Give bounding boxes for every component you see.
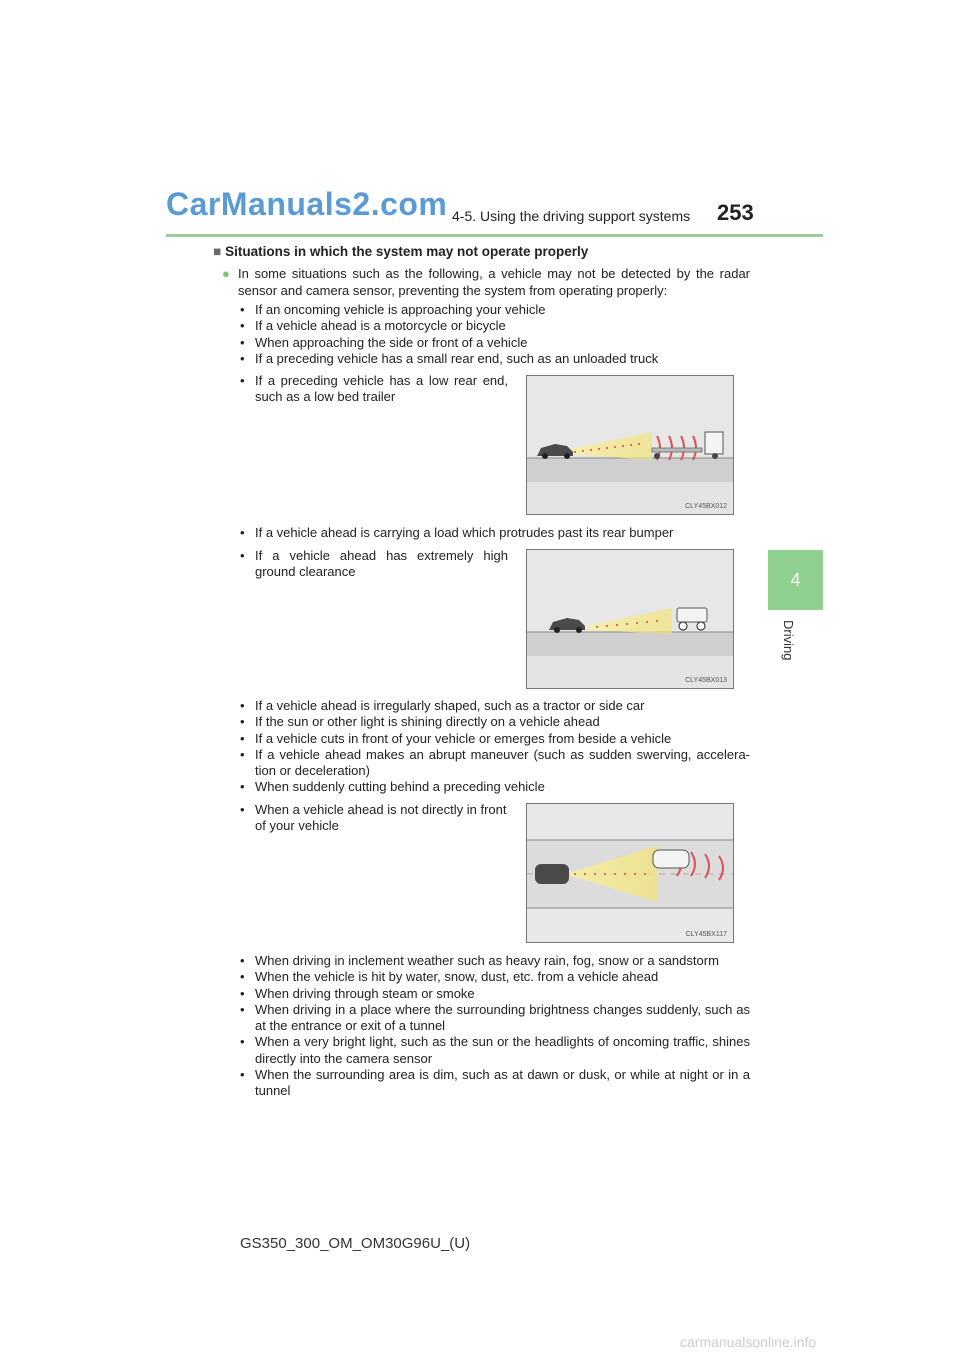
list-item-text: When driving in inclement weather such as heavy rain, fog, snow or a sandstorm: [255, 953, 719, 968]
watermark: carmanualsonline.info: [680, 1334, 817, 1350]
bullet-icon: •: [240, 548, 245, 563]
figure-1-caption: [240, 373, 508, 406]
chapter-label: [776, 620, 816, 680]
section-title: 4-5. Using the driving support systems: [452, 208, 691, 224]
heading-text: Situations in which the system may not operate properly: [225, 244, 589, 259]
bullet-icon: •: [240, 373, 245, 388]
figure-code: CLY45BX012: [685, 503, 727, 510]
list-item: [240, 1067, 750, 1100]
list-item-text: When approaching the side or front of a vehicle: [255, 334, 528, 350]
low-bed-trailer-illustration: [527, 376, 733, 514]
list-item-text: When the vehicle is hit by water, snow, dust, etc. from a vehicle ahead: [255, 969, 659, 985]
bullet-icon: •: [240, 1034, 245, 1050]
bullet-icon: •: [240, 1067, 245, 1083]
bullet-icon: •: [240, 334, 245, 350]
list-item-load: [240, 525, 750, 541]
figure-2-illustration: [526, 549, 734, 689]
list-item: [240, 1034, 750, 1067]
document-code: GS350_300_OM_OM30G96U_(U): [240, 1235, 471, 1252]
figure-code: CLY45BX013: [685, 677, 727, 684]
bullet-icon: •: [240, 302, 245, 317]
list-item: [240, 731, 750, 747]
bullet-icon: •: [240, 953, 245, 968]
high-clearance-illustration: [527, 550, 733, 688]
circle-bullet-icon: ●: [222, 266, 230, 281]
list-item: [240, 714, 750, 730]
chapter-tab[interactable]: [768, 550, 823, 610]
figure-2-caption: [240, 548, 508, 581]
figure-1-illustration: [526, 375, 734, 515]
list-item: [240, 318, 750, 334]
list-item-text: If a vehicle ahead is carrying a load which protrudes past its rear bumper: [255, 525, 674, 540]
figure-3-caption: [240, 802, 508, 835]
header-rule: [166, 234, 823, 237]
list-item-text: When driving in a place where the surrounding brightness changes suddenly, such as at the entrance or exit of a tunnel: [255, 1001, 750, 1034]
list-item: [240, 986, 750, 1002]
list-item-text: If a vehicle cuts in front of your vehicle or emerges from beside a vehicle: [255, 730, 672, 746]
list-item-text: If a preceding vehicle has a small rear end, such as an unloaded truck: [255, 350, 659, 366]
list-item-text: When a very bright light, such as the sun or the headlights of oncoming traffic, shines directly into the camera sensor: [255, 1034, 750, 1066]
list-item: [240, 698, 750, 714]
bullet-icon: •: [240, 985, 245, 1001]
list-group-3: [240, 953, 750, 1100]
caption-text: If a preceding vehicle has a low rear end, such as a low bed trailer: [255, 373, 508, 405]
page-number: 253: [717, 200, 754, 225]
intro-paragraph: [222, 266, 750, 299]
caption-text: When a vehicle ahead is not directly in front of your vehicle: [255, 802, 507, 834]
list-item-text: If a vehicle ahead is irregularly shaped, such as a tractor or side car: [255, 698, 645, 713]
list-item: [240, 953, 750, 969]
list-item-text: When suddenly cutting behind a preceding vehicle: [255, 779, 545, 795]
list-group-2: [240, 698, 750, 796]
bullet-icon: •: [240, 730, 245, 746]
list-item: [240, 351, 750, 367]
intro-text: In some situations such as the following, a vehicle may not be detected by the radar sensor and camera sensor, preventing the system from operating properly:: [238, 266, 750, 298]
figure-3-illustration: [526, 803, 734, 943]
list-item-text: If a vehicle ahead makes an abrupt maneuver (such as sudden swerving, accelera-tion or deceleration): [255, 746, 750, 779]
offset-vehicle-illustration: [527, 804, 733, 942]
list-item: [240, 302, 750, 318]
list-item-text: If the sun or other light is shining directly on a vehicle ahead: [255, 714, 600, 730]
bullet-icon: •: [240, 318, 245, 334]
list-item: [240, 747, 750, 780]
list-item: [240, 1002, 750, 1035]
bullet-icon: •: [240, 746, 245, 762]
list-item: [240, 335, 750, 351]
caption-text: If a vehicle ahead has extremely high ground clearance: [255, 548, 508, 580]
list-item-text: If an oncoming vehicle is approaching your vehicle: [255, 302, 546, 317]
square-marker-icon: ■: [213, 244, 222, 259]
list-item: [240, 779, 750, 795]
list-item-text: When driving through steam or smoke: [255, 985, 475, 1001]
bullet-icon: •: [240, 698, 245, 713]
bullet-icon: •: [240, 1001, 245, 1017]
list-group-1: [240, 302, 750, 367]
list-item-text: If a vehicle ahead is a motorcycle or bicycle: [255, 318, 506, 334]
bullet-icon: •: [240, 779, 245, 795]
section-heading: [213, 244, 588, 259]
chapter-label-text: Driving: [781, 620, 796, 661]
figure-code: CLY45BX117: [685, 931, 727, 938]
chapter-number: 4: [790, 569, 801, 590]
bullet-icon: •: [240, 714, 245, 730]
site-logo: CarManuals2.com: [166, 186, 448, 222]
bullet-icon: •: [240, 969, 245, 985]
list-item-text: When the surrounding area is dim, such as at dawn or dusk, or while at night or in a tunnel: [255, 1067, 750, 1099]
bullet-icon: •: [240, 525, 245, 540]
list-item: [240, 969, 750, 985]
bullet-icon: •: [240, 802, 245, 817]
bullet-icon: •: [240, 350, 245, 366]
